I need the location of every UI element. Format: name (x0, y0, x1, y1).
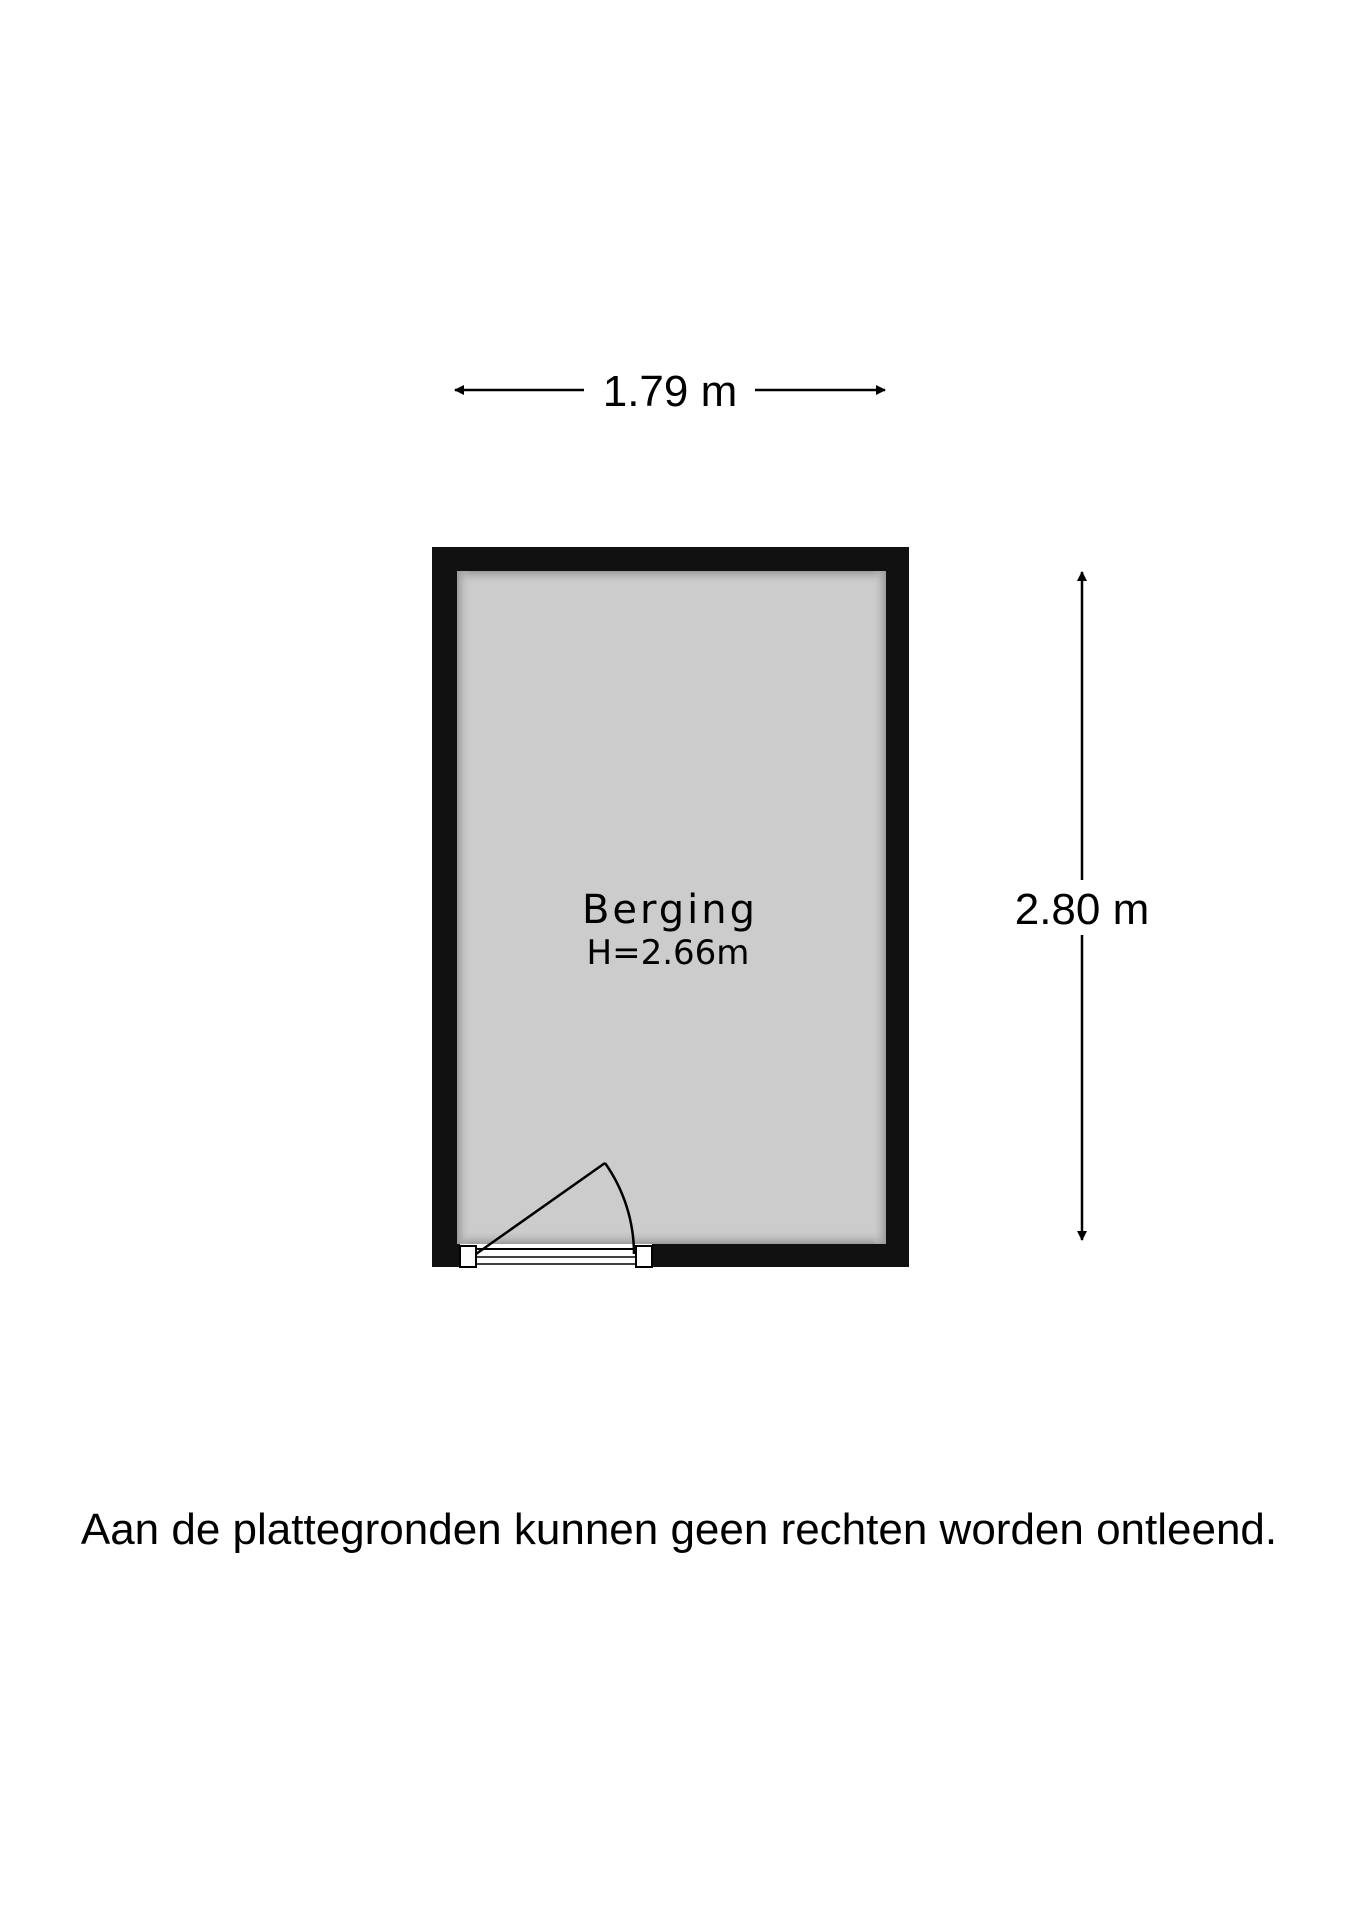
room-name: Berging (581, 887, 759, 933)
room-berging (432, 547, 909, 1267)
floor-shade-bottom (457, 1230, 886, 1244)
room-height: H=2.66m (586, 933, 750, 973)
width-dimension (455, 367, 885, 416)
floor-shade-left (457, 571, 471, 1244)
depth-dimension (1015, 572, 1150, 1240)
width-dimension-label: 1.79 m (602, 367, 738, 416)
floor-shade-right (872, 571, 886, 1244)
disclaimer-text: Aan de plattegronden kunnen geen rechten worden ontleend. (80, 1505, 1278, 1554)
door-frame-right (636, 1246, 652, 1267)
floor-shade-top (457, 571, 886, 585)
door-frame-left (460, 1246, 476, 1267)
depth-dimension-label: 2.80 m (1014, 885, 1150, 934)
